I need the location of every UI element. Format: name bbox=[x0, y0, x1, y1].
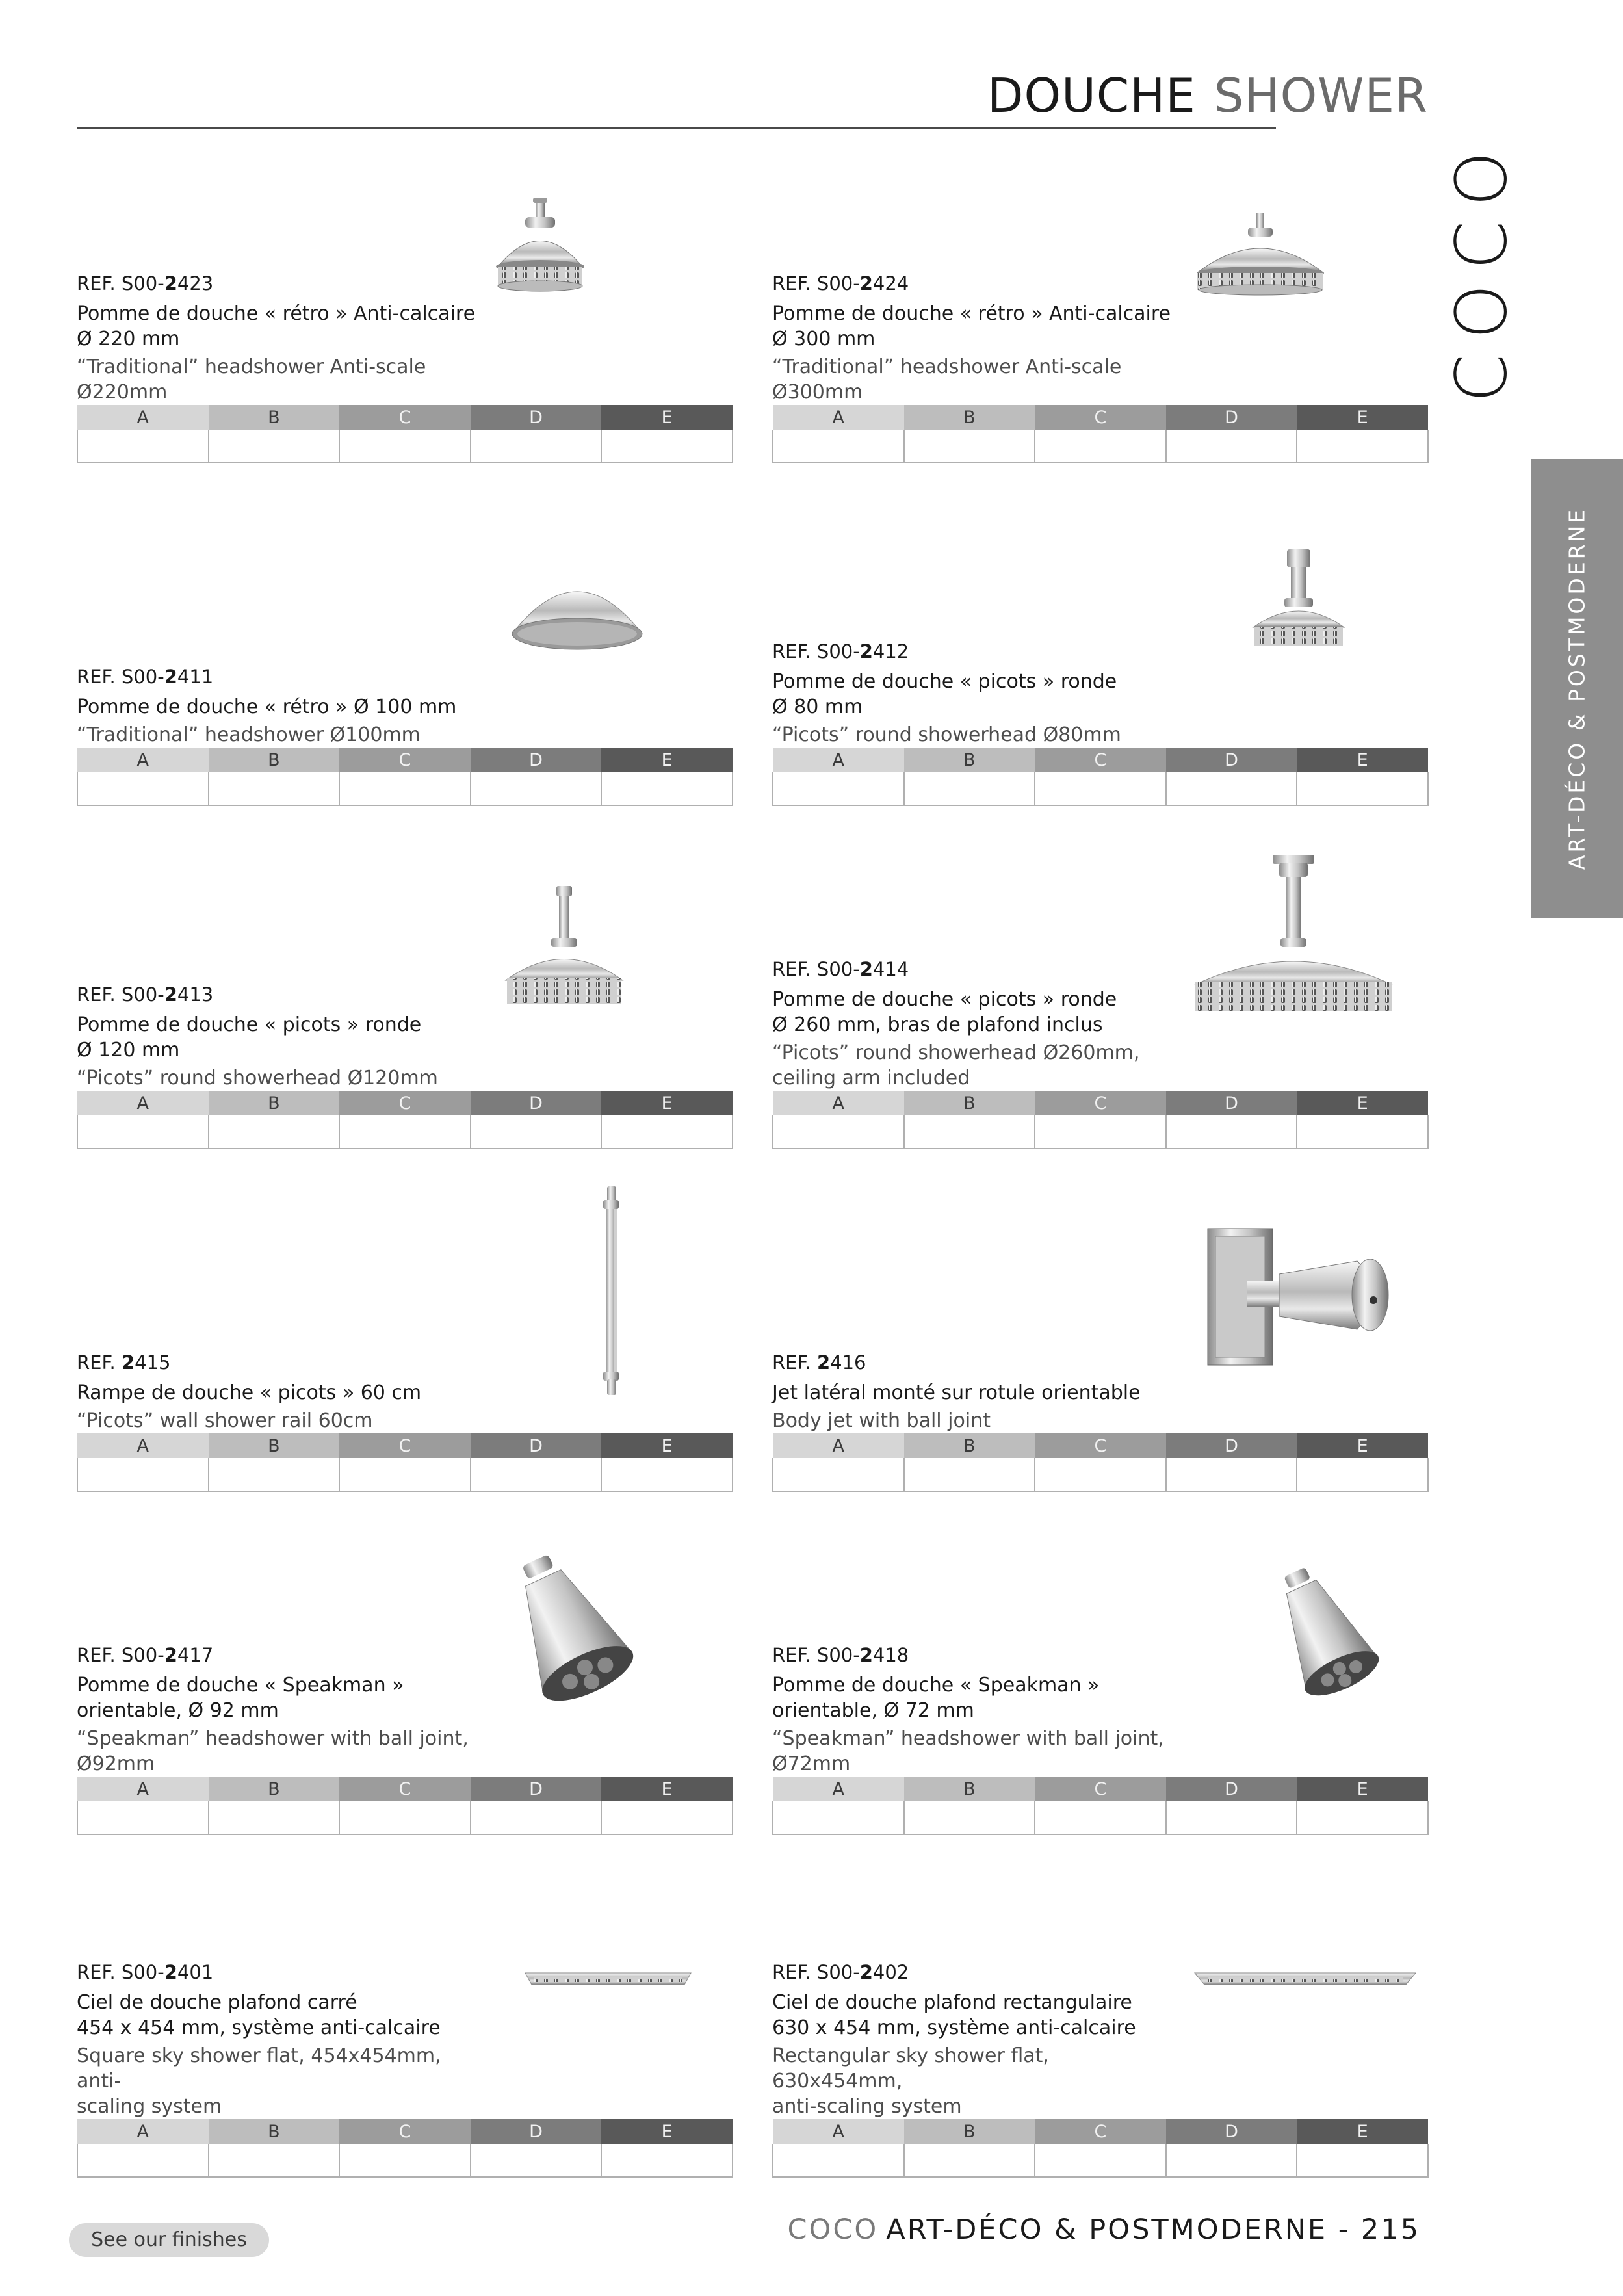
finish-e-cell[interactable] bbox=[1297, 2144, 1428, 2177]
finish-d-header: D bbox=[471, 405, 602, 430]
finish-e-cell[interactable] bbox=[1297, 1115, 1428, 1149]
finish-b-cell[interactable] bbox=[904, 2144, 1035, 2177]
finish-a-header: A bbox=[773, 748, 904, 772]
finish-d-cell[interactable] bbox=[1166, 2144, 1297, 2177]
finish-a-header: A bbox=[77, 1091, 209, 1115]
finish-c-cell[interactable] bbox=[1035, 430, 1166, 463]
product-ref: REF. S00-2418 bbox=[772, 1644, 909, 1666]
finish-e-cell[interactable] bbox=[601, 2144, 733, 2177]
product-description-fr: Pomme de douche « picots » ronde Ø 80 mm bbox=[772, 670, 1117, 718]
product-info bbox=[772, 1961, 1175, 2119]
finish-a-header: A bbox=[773, 1433, 904, 1458]
product-info bbox=[77, 1961, 480, 2119]
product-ref: REF. S00-2417 bbox=[77, 1644, 214, 1666]
finish-b-cell[interactable] bbox=[209, 2144, 340, 2177]
finish-b-header: B bbox=[904, 2119, 1035, 2144]
finish-b-cell[interactable] bbox=[209, 430, 340, 463]
finish-a-header: A bbox=[773, 1777, 904, 1801]
finish-table bbox=[772, 1433, 1429, 1492]
finish-e-header: E bbox=[601, 1433, 733, 1458]
finish-e-header: E bbox=[1297, 1777, 1428, 1801]
product-ref: REF. S00-2423 bbox=[77, 272, 214, 294]
finish-table bbox=[77, 405, 733, 463]
finish-e-header: E bbox=[601, 1091, 733, 1115]
finish-b-header: B bbox=[904, 405, 1035, 430]
finish-c-cell[interactable] bbox=[339, 772, 471, 805]
finish-c-header: C bbox=[339, 1777, 471, 1801]
product-info bbox=[772, 272, 1175, 405]
finish-b-header: B bbox=[209, 748, 340, 772]
finish-a-cell[interactable] bbox=[77, 430, 209, 463]
finish-e-cell[interactable] bbox=[601, 772, 733, 805]
finish-table bbox=[772, 1777, 1429, 1835]
product-image-retro-300 bbox=[1175, 155, 1429, 369]
finish-e-header: E bbox=[1297, 1091, 1428, 1115]
product-info bbox=[772, 1351, 1175, 1433]
header-divider bbox=[77, 127, 1276, 129]
finish-c-header: C bbox=[1035, 1433, 1166, 1458]
product-image-sky-square bbox=[480, 1869, 733, 2083]
product-description-en: “Picots” round showerhead Ø120mm bbox=[77, 1067, 438, 1089]
product-card bbox=[772, 841, 1429, 1149]
product-card bbox=[772, 1869, 1429, 2178]
finish-d-header: D bbox=[471, 2119, 602, 2144]
product-description-fr: Jet latéral monté sur rotule orientable bbox=[772, 1381, 1141, 1404]
finish-table bbox=[772, 2119, 1429, 2178]
finish-a-header: A bbox=[77, 1777, 209, 1801]
finish-a-cell[interactable] bbox=[77, 1801, 209, 1834]
finish-a-header: A bbox=[77, 748, 209, 772]
product-description-en: “Traditional” headshower Anti-scale Ø220mm bbox=[77, 356, 426, 404]
product-ref: REF. S00-2413 bbox=[77, 984, 214, 1006]
finish-d-cell[interactable] bbox=[471, 2144, 602, 2177]
finish-table bbox=[772, 748, 1429, 806]
product-ref: REF. S00-2401 bbox=[77, 1961, 214, 1983]
finish-d-header: D bbox=[471, 748, 602, 772]
finish-d-cell[interactable] bbox=[1166, 430, 1297, 463]
product-description-en: “Speakman” headshower with ball joint, Ø72mm bbox=[772, 1727, 1164, 1775]
finish-e-header: E bbox=[1297, 1433, 1428, 1458]
finish-c-cell[interactable] bbox=[339, 1458, 471, 1491]
product-description-en: “Picots” round showerhead Ø260mm, ceiling arm included bbox=[772, 1041, 1140, 1089]
finish-e-header: E bbox=[601, 2119, 733, 2144]
finish-a-cell[interactable] bbox=[77, 772, 209, 805]
finish-a-cell[interactable] bbox=[773, 430, 904, 463]
finish-b-cell[interactable] bbox=[904, 1458, 1035, 1491]
finish-b-header: B bbox=[904, 1091, 1035, 1115]
product-info bbox=[772, 958, 1175, 1091]
finish-d-header: D bbox=[471, 1091, 602, 1115]
finish-e-cell[interactable] bbox=[1297, 772, 1428, 805]
finish-b-header: B bbox=[209, 1777, 340, 1801]
product-image-picots-260 bbox=[1175, 841, 1429, 1055]
finish-b-cell[interactable] bbox=[209, 1115, 340, 1149]
finish-c-cell[interactable] bbox=[339, 2144, 471, 2177]
product-ref: REF. S00-2411 bbox=[77, 666, 214, 688]
finish-e-cell[interactable] bbox=[601, 1115, 733, 1149]
finish-b-cell[interactable] bbox=[209, 772, 340, 805]
product-description-fr: Ciel de douche plafond carré 454 x 454 mm, système anti-calcaire bbox=[77, 1991, 441, 2039]
finish-d-header: D bbox=[1166, 1777, 1297, 1801]
finish-d-cell[interactable] bbox=[1166, 1115, 1297, 1149]
product-image-retro-100 bbox=[480, 497, 733, 712]
finish-e-header: E bbox=[601, 405, 733, 430]
title-fr: DOUCHE bbox=[987, 68, 1196, 123]
finish-d-header: D bbox=[471, 1777, 602, 1801]
finish-c-header: C bbox=[339, 405, 471, 430]
product-info bbox=[77, 1644, 480, 1777]
finish-d-header: D bbox=[1166, 1433, 1297, 1458]
finish-a-cell[interactable] bbox=[77, 1458, 209, 1491]
product-card bbox=[77, 497, 733, 806]
finish-d-header: D bbox=[1166, 748, 1297, 772]
finish-c-header: C bbox=[339, 748, 471, 772]
product-image-retro-220 bbox=[480, 155, 733, 369]
finish-a-cell[interactable] bbox=[773, 1458, 904, 1491]
finish-b-header: B bbox=[209, 405, 340, 430]
finish-e-header: E bbox=[1297, 748, 1428, 772]
collection-tab[interactable]: ART-DÉCO & POSTMODERNE bbox=[1531, 459, 1623, 918]
finish-table bbox=[77, 1777, 733, 1835]
finish-e-cell[interactable] bbox=[601, 430, 733, 463]
finish-b-cell[interactable] bbox=[904, 772, 1035, 805]
finish-c-header: C bbox=[339, 2119, 471, 2144]
finish-e-header: E bbox=[601, 748, 733, 772]
finish-e-header: E bbox=[1297, 405, 1428, 430]
product-card bbox=[77, 841, 733, 1149]
product-description-en: Rectangular sky shower flat, 630x454mm, anti-scaling system bbox=[772, 2044, 1049, 2118]
finish-c-cell[interactable] bbox=[1035, 1458, 1166, 1491]
finish-table bbox=[772, 405, 1429, 463]
product-description-fr: Pomme de douche « rétro » Anti-calcaire Ø 300 mm bbox=[772, 302, 1171, 350]
finish-b-header: B bbox=[209, 1433, 340, 1458]
product-card bbox=[77, 1183, 733, 1492]
side-brand: COCO bbox=[1441, 137, 1523, 403]
finish-a-header: A bbox=[77, 1433, 209, 1458]
product-info bbox=[772, 1644, 1175, 1777]
finish-c-cell[interactable] bbox=[339, 1115, 471, 1149]
finish-table bbox=[77, 748, 733, 806]
product-description-fr: Pomme de douche « Speakman » orientable, Ø 72 mm bbox=[772, 1674, 1100, 1722]
product-description-fr: Pomme de douche « rétro » Ø 100 mm bbox=[77, 696, 457, 718]
page-footer bbox=[788, 2213, 1420, 2246]
product-card bbox=[77, 1526, 733, 1835]
product-ref: REF. S00-2414 bbox=[772, 958, 909, 980]
product-ref: REF. S00-2412 bbox=[772, 640, 909, 662]
product-image-speakman-92 bbox=[480, 1526, 733, 1741]
finish-d-cell[interactable] bbox=[1166, 772, 1297, 805]
finish-e-cell[interactable] bbox=[601, 1458, 733, 1491]
finish-table bbox=[772, 1091, 1429, 1149]
product-description-fr: Rampe de douche « picots » 60 cm bbox=[77, 1381, 422, 1404]
product-description-en: “Picots” wall shower rail 60cm bbox=[77, 1409, 373, 1432]
product-image-body-jet bbox=[1175, 1183, 1429, 1398]
finish-d-header: D bbox=[471, 1433, 602, 1458]
finish-b-header: B bbox=[904, 1777, 1035, 1801]
finish-a-cell[interactable] bbox=[773, 1801, 904, 1834]
finish-b-header: B bbox=[209, 1091, 340, 1115]
title-en: SHOWER bbox=[1214, 68, 1428, 123]
finish-c-header: C bbox=[1035, 1777, 1166, 1801]
product-description-fr: Pomme de douche « rétro » Anti-calcaire Ø 220 mm bbox=[77, 302, 476, 350]
finish-c-cell[interactable] bbox=[1035, 1115, 1166, 1149]
finish-c-cell[interactable] bbox=[339, 430, 471, 463]
finish-c-header: C bbox=[1035, 748, 1166, 772]
finish-d-header: D bbox=[1166, 2119, 1297, 2144]
product-description-en: “Speakman” headshower with ball joint, Ø92mm bbox=[77, 1727, 469, 1775]
finish-a-cell[interactable] bbox=[773, 2144, 904, 2177]
product-ref: REF. 2416 bbox=[772, 1351, 866, 1374]
finish-c-cell[interactable] bbox=[1035, 2144, 1166, 2177]
finish-a-cell[interactable] bbox=[77, 2144, 209, 2177]
finish-c-cell[interactable] bbox=[1035, 1801, 1166, 1834]
finish-table bbox=[77, 2119, 733, 2178]
finish-d-header: D bbox=[1166, 405, 1297, 430]
finish-d-cell[interactable] bbox=[1166, 1801, 1297, 1834]
finish-e-cell[interactable] bbox=[1297, 1801, 1428, 1834]
finish-d-cell[interactable] bbox=[471, 1801, 602, 1834]
finish-a-cell[interactable] bbox=[773, 1115, 904, 1149]
product-image-picots-120 bbox=[480, 841, 733, 1055]
product-description-en: Square sky shower flat, 454x454mm, anti- scaling system bbox=[77, 2044, 441, 2118]
product-info bbox=[77, 666, 480, 748]
product-description-fr: Pomme de douche « Speakman » orientable, Ø 92 mm bbox=[77, 1674, 404, 1722]
product-card bbox=[772, 1526, 1429, 1835]
finish-d-header: D bbox=[1166, 1091, 1297, 1115]
product-ref: REF. 2415 bbox=[77, 1351, 171, 1374]
product-description-en: Body jet with ball joint bbox=[772, 1409, 991, 1432]
product-description-en: “Picots” round showerhead Ø80mm bbox=[772, 724, 1121, 746]
see-finishes-button[interactable]: See our finishes bbox=[69, 2223, 269, 2257]
finish-e-header: E bbox=[601, 1777, 733, 1801]
finish-c-header: C bbox=[1035, 2119, 1166, 2144]
finish-c-header: C bbox=[1035, 405, 1166, 430]
finish-b-cell[interactable] bbox=[209, 1801, 340, 1834]
finish-table bbox=[77, 1091, 733, 1149]
finish-d-cell[interactable] bbox=[471, 772, 602, 805]
product-card bbox=[772, 1183, 1429, 1492]
product-info bbox=[77, 1351, 480, 1433]
product-info bbox=[772, 640, 1175, 748]
finish-b-cell[interactable] bbox=[904, 1115, 1035, 1149]
product-image-speakman-72 bbox=[1175, 1526, 1429, 1741]
finish-b-header: B bbox=[209, 2119, 340, 2144]
product-ref: REF. S00-2424 bbox=[772, 272, 909, 294]
finish-e-header: E bbox=[1297, 2119, 1428, 2144]
finish-c-header: C bbox=[339, 1091, 471, 1115]
product-image-shower-rail bbox=[480, 1183, 733, 1398]
product-info bbox=[77, 272, 480, 405]
finish-a-cell[interactable] bbox=[77, 1115, 209, 1149]
finish-a-header: A bbox=[77, 2119, 209, 2144]
finish-c-header: C bbox=[1035, 1091, 1166, 1115]
finish-d-cell[interactable] bbox=[471, 1115, 602, 1149]
finish-e-cell[interactable] bbox=[1297, 1458, 1428, 1491]
finish-e-cell[interactable] bbox=[601, 1801, 733, 1834]
finish-a-cell[interactable] bbox=[773, 772, 904, 805]
finish-b-cell[interactable] bbox=[904, 430, 1035, 463]
page-title bbox=[987, 68, 1428, 123]
finish-c-cell[interactable] bbox=[1035, 772, 1166, 805]
finish-d-cell[interactable] bbox=[1166, 1458, 1297, 1491]
product-description-en: “Traditional” headshower Anti-scale Ø300mm bbox=[772, 356, 1122, 404]
finish-d-cell[interactable] bbox=[471, 430, 602, 463]
finish-a-header: A bbox=[773, 405, 904, 430]
finish-c-cell[interactable] bbox=[339, 1801, 471, 1834]
finish-table bbox=[77, 1433, 733, 1492]
product-card bbox=[77, 155, 733, 463]
finish-a-header: A bbox=[773, 2119, 904, 2144]
product-card bbox=[77, 1869, 733, 2178]
product-description-fr: Ciel de douche plafond rectangulaire 630 x 454 mm, système anti-calcaire bbox=[772, 1991, 1136, 2039]
finish-a-header: A bbox=[77, 405, 209, 430]
finish-b-cell[interactable] bbox=[904, 1801, 1035, 1834]
finish-b-cell[interactable] bbox=[209, 1458, 340, 1491]
footer-collection-page: ART-DÉCO & POSTMODERNE - 215 bbox=[886, 2213, 1420, 2246]
finish-e-cell[interactable] bbox=[1297, 430, 1428, 463]
product-info bbox=[77, 984, 480, 1091]
footer-brand: COCO bbox=[787, 2213, 879, 2246]
product-ref: REF. S00-2402 bbox=[772, 1961, 909, 1983]
product-image-picots-80 bbox=[1175, 497, 1429, 712]
finish-b-header: B bbox=[904, 748, 1035, 772]
product-card bbox=[772, 155, 1429, 463]
finish-a-header: A bbox=[773, 1091, 904, 1115]
finish-b-header: B bbox=[904, 1433, 1035, 1458]
product-description-en: “Traditional” headshower Ø100mm bbox=[77, 724, 421, 746]
product-image-sky-rectangular bbox=[1175, 1869, 1429, 2083]
finish-c-header: C bbox=[339, 1433, 471, 1458]
product-card bbox=[772, 497, 1429, 806]
finish-d-cell[interactable] bbox=[471, 1458, 602, 1491]
product-description-fr: Pomme de douche « picots » ronde Ø 120 mm bbox=[77, 1013, 422, 1062]
product-description-fr: Pomme de douche « picots » ronde Ø 260 mm, bras de plafond inclus bbox=[772, 988, 1117, 1036]
